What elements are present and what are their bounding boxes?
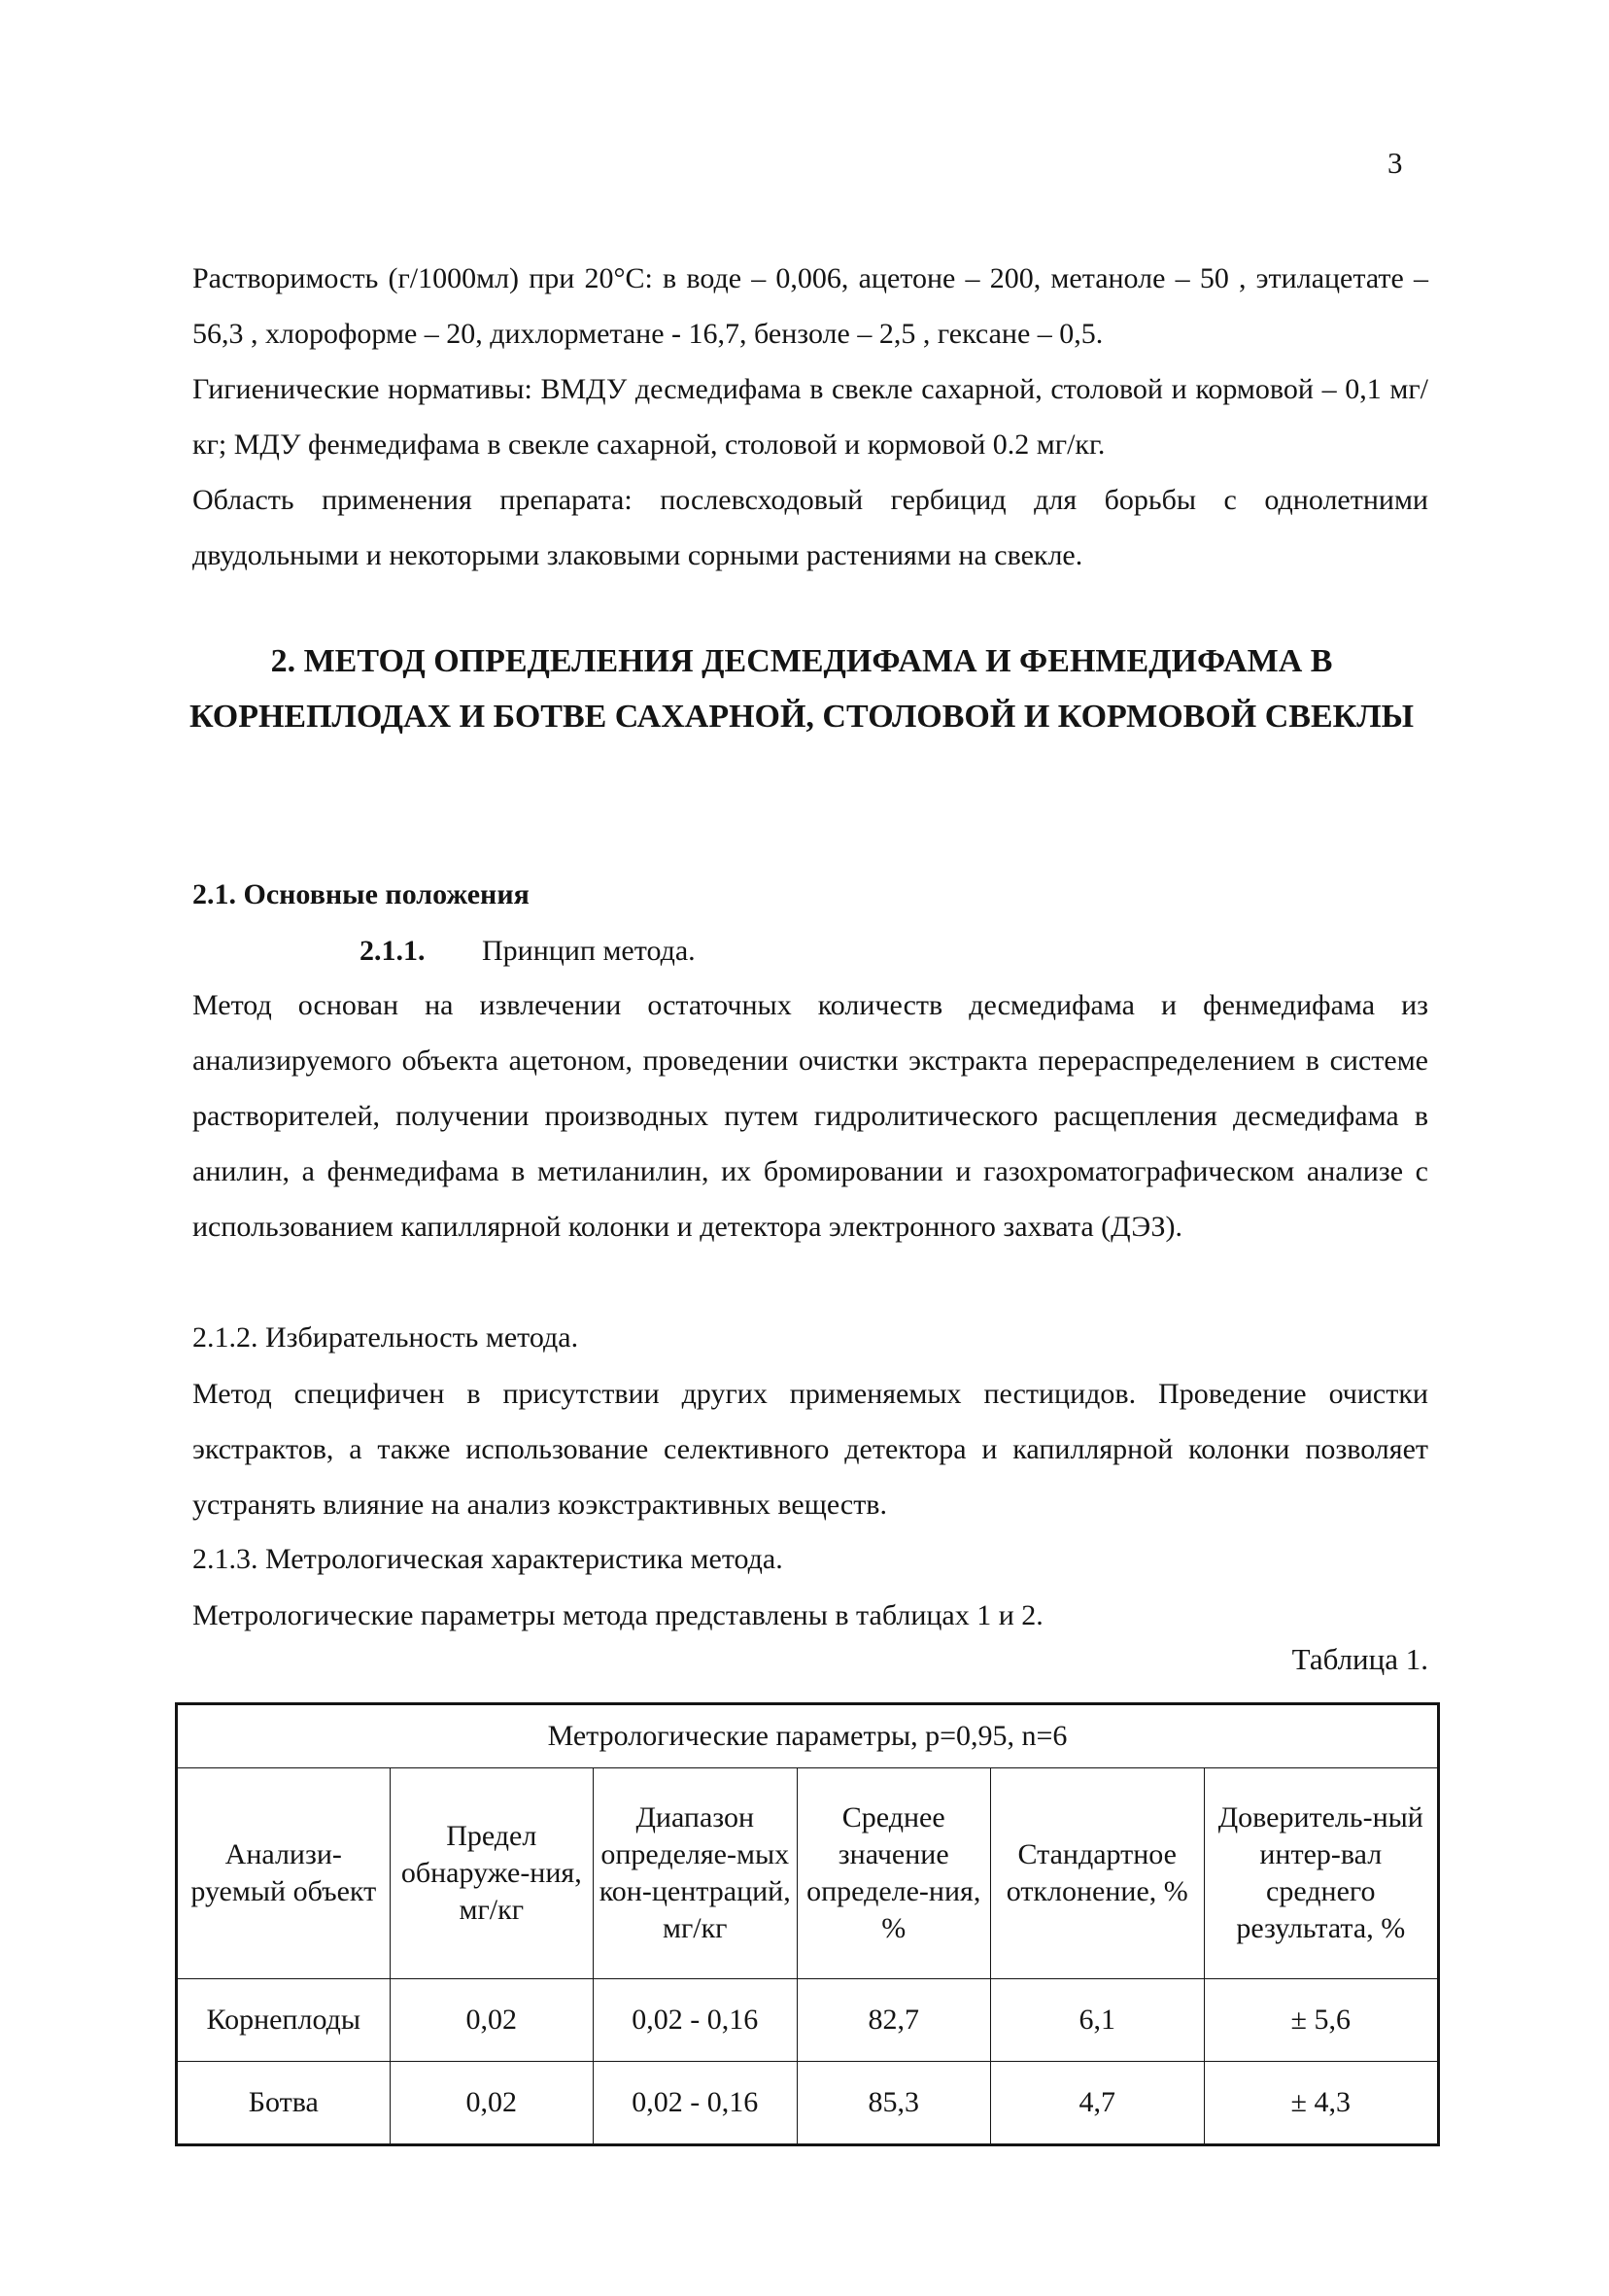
table-header-row	[177, 1768, 1439, 1979]
table-row	[177, 2062, 1439, 2145]
table-cell: 6,1	[990, 1979, 1204, 2062]
table-cell: 82,7	[797, 1979, 990, 2062]
metrology-paragraph: Метрологические параметры метода представлены в таблицах 1 и 2.	[192, 1599, 1044, 1631]
selectivity-paragraph: Метод специфичен в присутствии других применяемых пестицидов. Проведение очистки экстрактов, а также использование селективного детектора и капиллярной колонки позволяет устранять влияние на анализ коэкстрактивных веществ.	[192, 1378, 1428, 1521]
column-header-detection-limit: Предел обнаруже-ния, мг/кг	[390, 1768, 593, 1979]
column-header-confidence: Доверитель-ный интер-вал среднего результата, %	[1204, 1768, 1438, 1979]
section-2-1-1-number: 2.1.1.	[359, 935, 426, 967]
table-cell: 4,7	[990, 2062, 1204, 2145]
table-cell: 0,02	[390, 2062, 593, 2145]
metrology-table	[175, 1702, 1440, 2146]
application-paragraph: Область применения препарата: послевсходовый гербицид для борьбы с однолетними двудольными и некоторыми злаковыми сорными растениями на свекле.	[192, 484, 1428, 571]
page-number: 3	[1387, 146, 1403, 180]
table-row	[177, 1979, 1439, 2062]
hygiene-paragraph: Гигиенические нормативы: ВМДУ десмедифама в свекле сахарной, столовой и кормовой – 0,1 мг/кг; МДУ фенмедифама в свекле сахарной, столовой и кормовой 0.2 мг/кг.	[192, 373, 1428, 461]
table-cell: Ботва	[177, 2062, 391, 2145]
table-cell: Корнеплоды	[177, 1979, 391, 2062]
column-header-std-dev: Стандартное отклонение, %	[990, 1768, 1204, 1979]
principle-paragraph: Метод основан на извлечении остаточных количеств десмедифама и фенмедифама из анализируемого объекта ацетоном, проведении очистки экстракта перераспределением в системе растворителей, получении производных путем гидролитического расщепления десмедифама в анилин, а фенмедифама в метиланилин, их бромировании и газохроматографическом анализе с использованием капиллярной колонки и детектора электронного захвата (ДЭЗ).	[192, 989, 1428, 1243]
section-2-1-1-title: Принцип метода.	[482, 935, 696, 967]
solubility-paragraph: Растворимость (г/1000мл) при 20°С: в воде – 0,006, ацетоне – 200, метаноле – 50 , этилацетате – 56,3 , хлороформе – 20, дихлорметане - 16,7, бензоле – 2,5 , гексане – 0,5.	[192, 262, 1428, 350]
section-2-1-title: 2.1. Основные положения	[192, 878, 530, 910]
table-header-caption: Метрологические параметры, р=0,95, n=6	[177, 1704, 1439, 1768]
section-2-1-2-title: 2.1.2. Избирательность метода.	[192, 1321, 579, 1354]
table-cell: 0,02	[390, 1979, 593, 2062]
table-cell: 85,3	[797, 2062, 990, 2145]
table-cell: 0,02 - 0,16	[593, 1979, 797, 2062]
section-2-1-3-title: 2.1.3. Метрологическая характеристика метода.	[192, 1543, 783, 1575]
table-cell: ± 4,3	[1204, 2062, 1438, 2145]
column-header-object: Анализи-руемый объект	[177, 1768, 391, 1979]
column-header-mean: Среднее значение определе-ния, %	[797, 1768, 990, 1979]
column-header-range: Диапазон определяе-мых кон-центраций, мг/кг	[593, 1768, 797, 1979]
table-caption: Таблица 1.	[1291, 1642, 1428, 1676]
section-heading: 2. МЕТОД ОПРЕДЕЛЕНИЯ ДЕСМЕДИФАМА И ФЕНМЕДИФАМА В КОРНЕПЛОДАХ И БОТВЕ САХАРНОЙ, СТОЛОВОЙ И КОРМОВОЙ СВЕКЛЫ	[188, 643, 1415, 735]
table-cell: 0,02 - 0,16	[593, 2062, 797, 2145]
table-cell: ± 5,6	[1204, 1979, 1438, 2062]
table-caption-row	[177, 1704, 1439, 1768]
